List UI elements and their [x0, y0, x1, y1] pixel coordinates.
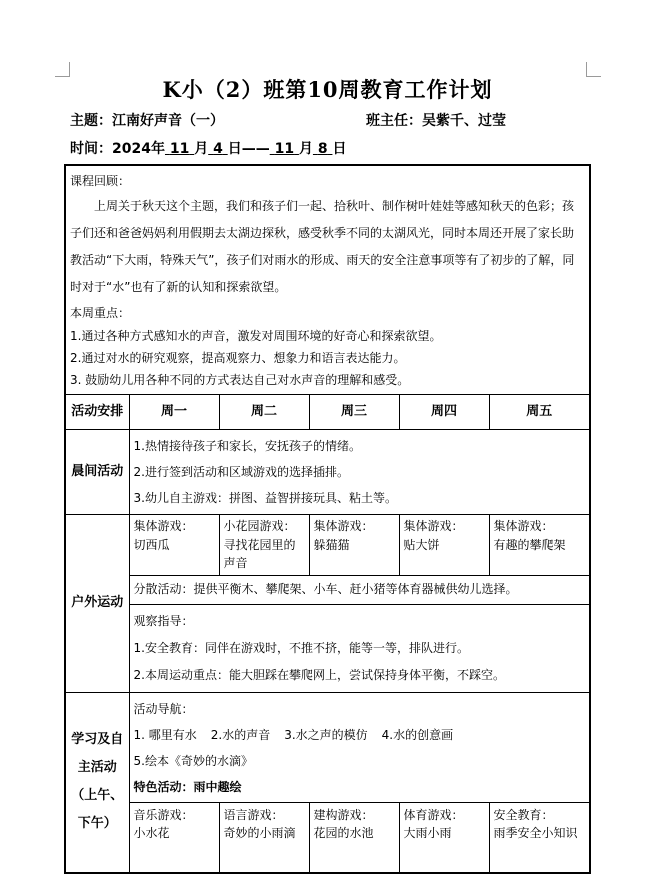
- outdoor-guide-row: [65, 604, 590, 692]
- time-start-month: 11: [169, 141, 190, 157]
- outdoor-games-row: [65, 515, 590, 576]
- study-nav-row: [65, 692, 590, 802]
- morning-item: 1.热情接待孩子和家长，安抚孩子的情绪。: [133, 439, 361, 453]
- study-game-friday: [489, 802, 590, 873]
- teacher-line: [366, 110, 506, 130]
- game-name: 小水花: [133, 826, 170, 841]
- guide-label: 观察指导：: [133, 613, 194, 628]
- focus-item: 1.通过各种方式感知水的声音，激发对周围环境的好奇心和探索欲望。: [70, 329, 442, 343]
- review-cell: [65, 165, 590, 395]
- game-name: 有趣的攀爬架: [493, 537, 566, 552]
- morning-row: [65, 430, 590, 515]
- time-label: 时间：: [70, 141, 112, 157]
- theme-value: 江南好声音（一）: [112, 113, 224, 129]
- guide-item: 1.安全教育：同伴在游戏时，不推不挤，能等一等，排队进行。: [133, 640, 469, 655]
- study-game-tuesday: [219, 802, 309, 873]
- morning-item: 2.进行签到活动和区域游戏的选择插排。: [133, 465, 349, 479]
- game-type: 建构游戏：: [313, 807, 374, 822]
- guide-item: 2.本周运动重点：能大胆踩在攀爬网上，尝试保持身体平衡，不踩空。: [133, 667, 505, 682]
- nav-items: 1. 哪里有水 2.水的声音 3.水之声的模仿 4.水的创意画5.绘本《奇妙的水滴》: [133, 727, 454, 768]
- morning-label: 晨间活动: [65, 430, 129, 515]
- time-end-day: 8: [317, 141, 328, 157]
- game-name: 切西瓜: [133, 537, 170, 552]
- study-game-monday: [129, 802, 219, 873]
- time-dash: ——: [241, 141, 270, 157]
- study-games-row: [65, 802, 590, 873]
- game-type: 小花园游戏：: [223, 519, 296, 533]
- outdoor-game-thursday: [399, 515, 489, 576]
- plan-table: [64, 164, 591, 874]
- study-game-thursday: [399, 802, 489, 873]
- morning-item: 3.幼儿自主游戏：拼图、益智拼接玩具、粘土等。: [133, 491, 397, 505]
- game-name: 奇妙的小雨滴: [223, 826, 296, 841]
- day-char-1: 日: [227, 141, 242, 157]
- outdoor-game-friday: [489, 515, 590, 576]
- study-label: 学习及自 主活动 （上午、 下午）: [65, 692, 129, 873]
- special-activity: 特色活动：雨中趣绘: [133, 779, 242, 794]
- focus-item: 3. 鼓励幼儿用各种不同的方式表达自己对水声音的理解和感受。: [70, 373, 410, 387]
- outdoor-game-wednesday: [309, 515, 399, 576]
- nav-label: 活动导航：: [133, 701, 194, 716]
- day-monday: 周一: [129, 395, 219, 430]
- game-type: 集体游戏：: [133, 519, 194, 533]
- review-row: [65, 165, 590, 395]
- study-nav-cell: [129, 692, 590, 802]
- game-name: 贴大饼: [403, 537, 440, 552]
- study-game-wednesday: [309, 802, 399, 873]
- day-thursday: 周四: [399, 395, 489, 430]
- schedule-header-label: 活动安排: [65, 395, 129, 430]
- teacher-label: 班主任：: [366, 113, 422, 129]
- time-end-month: 11: [274, 141, 295, 157]
- time-year: 2024年: [112, 141, 165, 157]
- outdoor-game-tuesday: [219, 515, 309, 576]
- day-char-2: 日: [332, 141, 347, 157]
- game-name: 花园的水池: [313, 826, 374, 841]
- outdoor-game-monday: [129, 515, 219, 576]
- outdoor-label: 户外运动: [65, 515, 129, 693]
- month-char-1: 月: [194, 141, 209, 157]
- day-friday: 周五: [489, 395, 590, 430]
- focus-label: 本周重点：: [70, 306, 131, 320]
- game-name: 寻找花园里的声音: [223, 537, 296, 571]
- time-start-day: 4: [213, 141, 223, 157]
- review-text: 上周关于秋天这个主题，我们和孩子们一起、拾秋叶、制作树叶娃娃等感知秋天的色彩；孩子们还和爸爸妈妈利用假期去太湖边探秋，感受秋季不同的太湖风光，同时本周还开展了家长助教活动“下大雨，特殊天气”，孩子们对雨水的形成、雨天的安全注意事项等有了初步的了解，同时对于“水”也有了新的认知和探索欲望。: [70, 199, 575, 294]
- outdoor-scattered: 分散活动：提供平衡木、攀爬架、小车、赶小猪等体育器械供幼儿选择。: [129, 575, 590, 604]
- morning-cell: [129, 430, 590, 515]
- time-line: [70, 138, 346, 158]
- page-title: K小（2）班第10周教育工作计划: [162, 77, 493, 102]
- outdoor-guide-cell: [129, 604, 590, 692]
- game-name: 大雨小雨: [403, 826, 452, 841]
- game-type: 音乐游戏：: [133, 807, 194, 822]
- game-type: 集体游戏：: [313, 519, 374, 533]
- theme-line: [70, 110, 224, 130]
- game-name: 躲猫猫: [313, 537, 350, 552]
- theme-label: 主题：: [70, 113, 112, 129]
- game-name: 雨季安全小知识: [493, 826, 578, 841]
- game-type: 体育游戏：: [403, 807, 464, 822]
- game-type: 集体游戏：: [493, 519, 554, 533]
- day-tuesday: 周二: [219, 395, 309, 430]
- schedule-header-row: [65, 395, 590, 430]
- outdoor-scattered-row: [65, 575, 590, 604]
- game-type: 安全教育：: [493, 807, 554, 822]
- teacher-value: 吴紫千、过莹: [422, 113, 506, 129]
- focus-item: 2.通过对水的研究观察，提高观察力、想象力和语言表达能力。: [70, 351, 406, 365]
- month-char-2: 月: [298, 141, 313, 157]
- game-type: 集体游戏：: [403, 519, 464, 533]
- review-label: 课程回顾：: [70, 174, 131, 188]
- day-wednesday: 周三: [309, 395, 399, 430]
- game-type: 语言游戏：: [223, 807, 284, 822]
